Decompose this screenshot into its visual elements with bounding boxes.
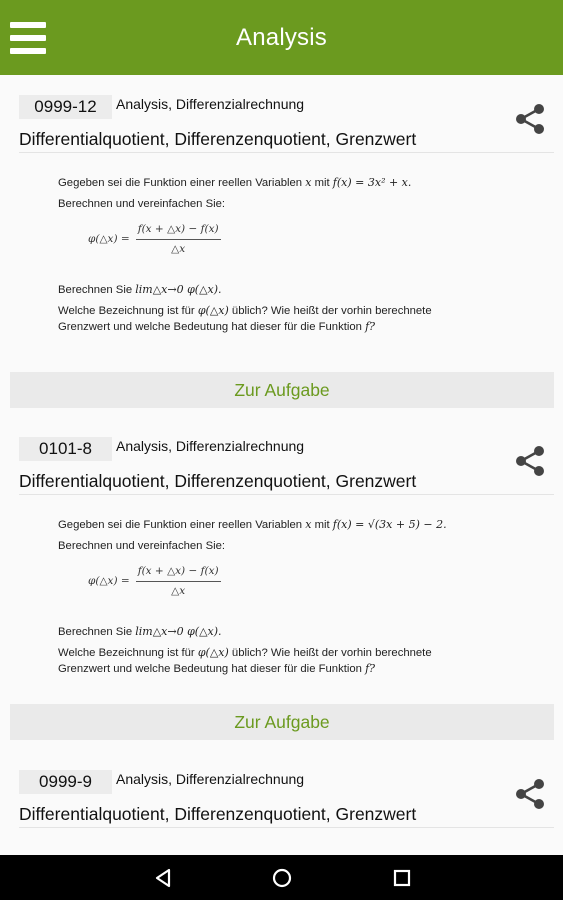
problem-limit-expr: lim△x→0 φ(△x). xyxy=(135,283,222,296)
recents-square-icon[interactable] xyxy=(389,865,415,891)
problem-mit: mit xyxy=(314,177,330,189)
task-list[interactable] xyxy=(0,75,563,855)
problem-variable: x xyxy=(305,176,312,189)
task-card-header xyxy=(0,85,563,155)
problem-question-phi: φ(△x) xyxy=(197,646,229,659)
task-card-header xyxy=(0,427,563,497)
task-card xyxy=(0,760,563,830)
hamburger-menu-icon[interactable] xyxy=(10,22,46,54)
share-icon[interactable] xyxy=(512,443,548,479)
divider xyxy=(19,827,554,828)
problem-limit-expr: lim△x→0 φ(△x). xyxy=(135,625,222,638)
problem-variable: x xyxy=(305,518,312,531)
formula-denominator: △x xyxy=(171,243,186,255)
problem-compute-text: Berechnen und vereinfachen Sie: xyxy=(58,540,226,552)
problem-compute-text: Berechnen und vereinfachen Sie: xyxy=(58,198,226,210)
formula-numerator: f(x + △x) − f(x) xyxy=(136,564,221,582)
problem-question-a: Welche Bezeichnung ist für xyxy=(58,647,195,659)
difference-quotient-formula xyxy=(88,222,221,257)
formula-denominator: △x xyxy=(171,585,186,597)
problem-given-text: Gegeben sei die Funktion einer reellen Variablen xyxy=(58,519,303,531)
formula-lhs: φ(△x) = xyxy=(88,233,130,245)
zur-aufgabe-label: Zur Aufgabe xyxy=(234,711,330,732)
problem-question-f: f? xyxy=(365,662,376,675)
task-code-chip: 0101-8 xyxy=(19,437,112,461)
task-card-header xyxy=(0,760,563,830)
problem-question-d: Grenzwert und welche Bedeutung hat dieser für die Funktion xyxy=(58,321,362,333)
share-icon[interactable] xyxy=(512,776,548,812)
formula-numerator: f(x + △x) − f(x) xyxy=(136,222,221,240)
task-category: Analysis, Differenzialrechnung xyxy=(116,438,305,454)
problem-question-phi: φ(△x) xyxy=(197,304,229,317)
difference-quotient-formula xyxy=(88,564,221,599)
app-bar xyxy=(0,0,563,75)
problem-limit-text: Berechnen Sie xyxy=(58,626,133,638)
problem-function: f(x) = √(3x + 5) − 2. xyxy=(332,518,447,531)
task-code-chip: 0999-12 xyxy=(19,95,112,119)
problem-question-f: f? xyxy=(365,320,376,333)
home-circle-icon[interactable] xyxy=(269,865,295,891)
divider xyxy=(19,494,554,495)
task-category: Analysis, Differenzialrechnung xyxy=(116,771,305,787)
divider xyxy=(19,152,554,153)
problem-question-d: Grenzwert und welche Bedeutung hat dieser für die Funktion xyxy=(58,663,362,675)
problem-question-a: Welche Bezeichnung ist für xyxy=(58,305,195,317)
back-triangle-icon[interactable] xyxy=(150,865,176,891)
task-category: Analysis, Differenzialrechnung xyxy=(116,96,305,112)
task-title: Differentialquotient, Differenzenquotient, Grenzwert xyxy=(19,804,417,824)
zur-aufgabe-label: Zur Aufgabe xyxy=(234,379,330,400)
system-nav-bar xyxy=(0,855,563,900)
problem-mit: mit xyxy=(314,519,330,531)
problem-preview xyxy=(58,175,528,350)
zur-aufgabe-button[interactable] xyxy=(10,372,554,408)
problem-given-text: Gegeben sei die Funktion einer reellen Variablen xyxy=(58,177,303,189)
share-icon[interactable] xyxy=(512,101,548,137)
problem-question-c: üblich? Wie heißt der vorhin berechnete xyxy=(231,305,432,317)
problem-function: f(x) = 3x² + x. xyxy=(332,176,412,189)
problem-question-c: üblich? Wie heißt der vorhin berechnete xyxy=(231,647,432,659)
task-code-chip: 0999-9 xyxy=(19,770,112,794)
problem-preview xyxy=(58,517,528,692)
zur-aufgabe-button[interactable] xyxy=(10,704,554,740)
task-title: Differentialquotient, Differenzenquotient, Grenzwert xyxy=(19,129,417,149)
formula-lhs: φ(△x) = xyxy=(88,575,130,587)
page-title: Analysis xyxy=(236,23,327,51)
task-title: Differentialquotient, Differenzenquotient, Grenzwert xyxy=(19,471,417,491)
problem-limit-text: Berechnen Sie xyxy=(58,284,133,296)
